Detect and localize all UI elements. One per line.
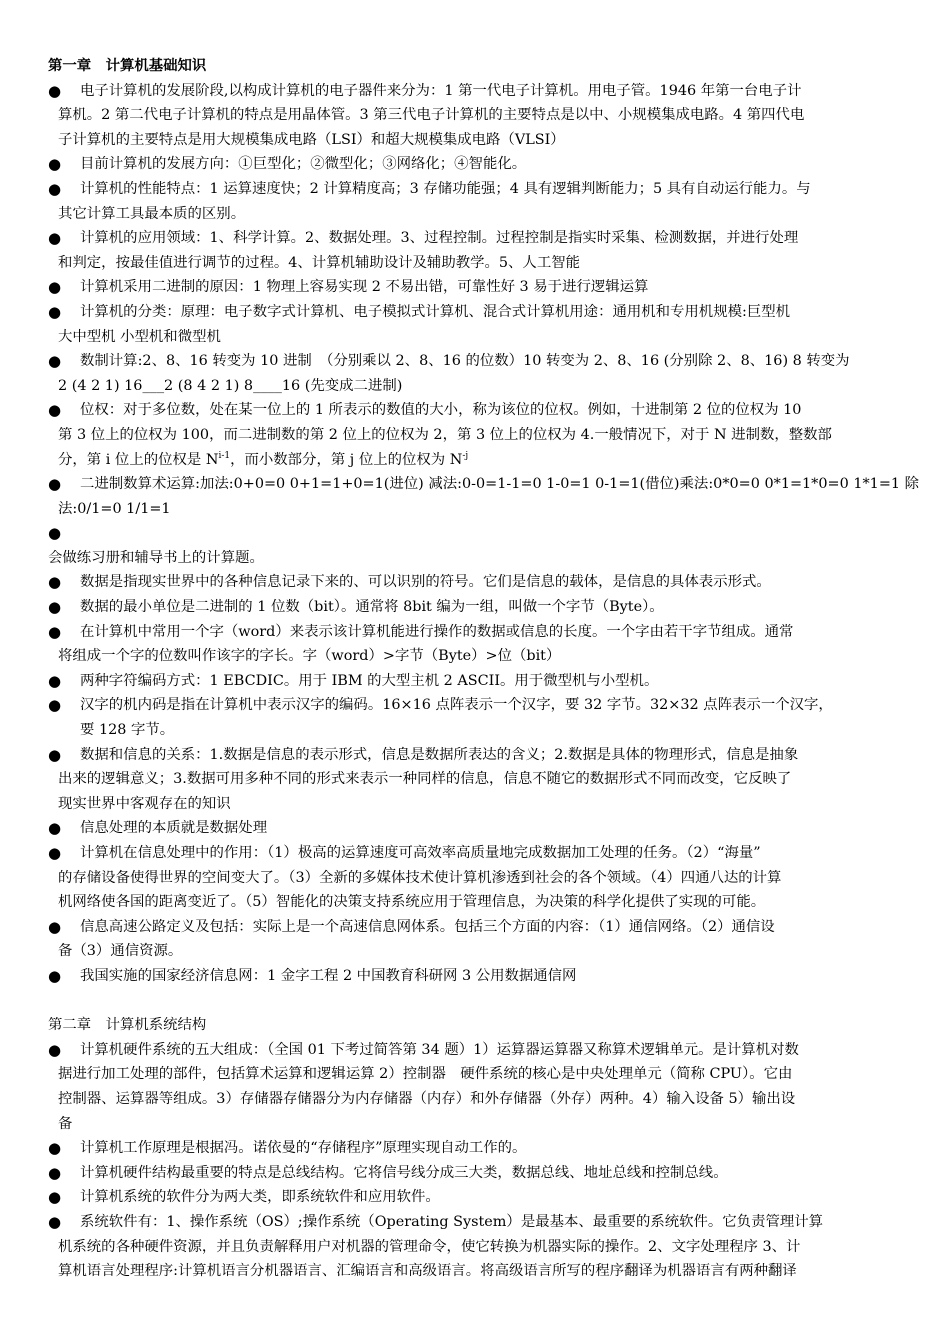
chapter-2-list [48, 1038, 918, 1284]
item-line: 其它计算工具最本质的区别。 [58, 205, 246, 222]
item-line-empty [58, 521, 918, 546]
bullet-icon: ● [48, 1040, 62, 1059]
item-line: 目前计算机的发展方向：①巨型化；②微型化；③网络化；④智能化。 [80, 156, 527, 173]
item-line: 算机语言处理程序:计算机语言分机器语言、汇编语言和高级语言。将高级语言所写的程序翻译为机器语言有两种翻译 [58, 1263, 797, 1280]
item-line: 我国实施的国家经济信息网：1 金字工程 2 中国教育科研网 3 公用数据通信网 [80, 967, 577, 984]
item-line: 大中型机 小型机和微型机 [58, 328, 221, 345]
item-line: 和判定，按最佳值进行调节的过程。4、计算机辅助设计及辅助教学。5、人工智能 [58, 254, 580, 271]
item-line: 备（3）通信资源。 [58, 943, 183, 960]
list-item [48, 79, 918, 153]
list-item [48, 349, 918, 398]
item-line: 现实世界中客观存在的知识 [58, 795, 231, 812]
item-line: 计算机工作原理是根据冯。诺依曼的“存储程序”原理实现自动工作的。 [80, 1140, 527, 1157]
item-line: 要 128 字节。 [80, 722, 175, 739]
item-line: 计算机的应用领域：1、科学计算。2、数据处理。3、过程控制。过程控制是指实时采集、检测数据，并进行处理 [80, 230, 799, 247]
bullet-icon: ● [48, 278, 62, 297]
bullet-icon: ● [48, 917, 62, 936]
list-item [48, 300, 918, 349]
item-line: 数据的最小单位是二进制的 1 位数（bit）。通常将 8bit 编为一组，叫做一个字节（Byte）。 [80, 599, 664, 616]
bullet-icon: ● [48, 475, 62, 494]
list-item [48, 915, 918, 964]
item-line: 计算机硬件系统的五大组成：（全国 01 下考过简答第 34 题）1）运算器运算器又称算术逻辑单元。是计算机对数 [80, 1041, 799, 1058]
item-line: 机网络使各国的距离变近了。（5）智能化的决策支持系统应用于管理信息，为决策的科学化提供了实现的可能。 [58, 894, 766, 911]
item-line: 计算机的性能特点：1 运算速度快；2 计算精度高；3 存储功能强；4 具有逻辑判断能力；5 具有自动运行能力。与 [80, 180, 811, 197]
item-line: 电子计算机的发展阶段,以构成计算机的电子器件来分为：1 第一代电子计算机。用电子管。1946 年第一台电子计 [80, 82, 802, 99]
bullet-icon: ● [48, 745, 62, 764]
bullet-icon: ● [48, 1188, 62, 1207]
item-line: 汉字的机内码是指在计算机中表示汉字的编码。16×16 点阵表示一个汉字，要 32 字节。32×32 点阵表示一个汉字， [80, 697, 833, 714]
list-item [48, 152, 918, 177]
bullet-icon: ● [48, 1163, 62, 1182]
list-item [48, 964, 918, 989]
item-line: 算机。2 第二代电子计算机的特点是用晶体管。3 第三代电子计算机的主要特点是以中、小规模集成电路。4 第四代电 [58, 107, 805, 124]
list-item [48, 693, 918, 742]
list-item [48, 275, 918, 300]
bullet-icon: ● [48, 1139, 62, 1158]
bullet-icon: ● [48, 302, 62, 321]
bullet-icon: ● [48, 671, 62, 690]
item-line: 计算机系统的软件分为两大类，即系统软件和应用软件。 [80, 1189, 440, 1206]
bullet-icon: ● [48, 179, 62, 198]
list-item [48, 816, 918, 841]
item-line: 计算机采用二进制的原因：1 物理上容易实现 2 不易出错，可靠性好 3 易于进行逻辑运算 [80, 279, 649, 296]
list-item [48, 472, 918, 521]
item-line: 的存储设备使得世界的空间变大了。（3）全新的多媒体技术使计算机渗透到社会的各个领域。（4）四通八达的计算 [58, 869, 782, 886]
bullet-icon: ● [48, 81, 62, 100]
bullet-icon: ● [48, 966, 62, 985]
document-body [48, 54, 918, 1284]
text-part: 分，第 i 位上的位权是 N [58, 451, 219, 468]
superscript: -j [462, 450, 469, 461]
bullet-icon: ● [48, 844, 62, 862]
list-item [48, 841, 918, 915]
item-line: 数制计算:2、8、16 转变为 10 进制 （分别乘以 2、8、16 的位数）10 转变为 2、8、16 (分别除 2、8、16) 8 转变为 [80, 353, 850, 370]
item-line: 系统软件有：1、操作系统（OS）;操作系统（Operating System）是最基本、最重要的系统软件。它负责管理计算 [80, 1213, 824, 1230]
list-item [48, 1136, 918, 1161]
item-line: 出来的逻辑意义；3.数据可用多种不同的形式来表示一种同样的信息，信息不随它的数据形式不同而改变，它反映了 [58, 771, 792, 788]
item-line: 数据和信息的关系：1.数据是信息的表示形式，信息是数据所表达的含义；2.数据是具体的物理形式，信息是抽象 [80, 746, 799, 763]
list-item-empty [48, 521, 918, 546]
item-line: 计算机在信息处理中的作用：（1）极高的运算速度可高效率高质量地完成数据加工处理的任务。（2）“海量” [80, 845, 761, 861]
item-line: 在计算机中常用一个字（word）来表示该计算机能进行操作的数据或信息的长度。一个字由若干字节组成。通常 [80, 623, 794, 640]
list-item [48, 620, 918, 669]
item-line: 备 [58, 1115, 73, 1132]
bullet-icon: ● [48, 622, 62, 641]
list-item [48, 595, 918, 620]
item-line: 将组成一个字的位数叫作该字的字长。字（word）>字节（Byte）>位（bit） [58, 648, 561, 665]
text-part: ，而小数部分，第 j 位上的位权为 N [230, 451, 463, 468]
item-line: 两种字符编码方式：1 EBCDIC。用于 IBM 的大型主机 2 ASCII。用于微型机与小型机。 [80, 672, 659, 689]
chapter-1-title: 第一章 计算机基础知识 [48, 57, 207, 74]
item-line: 计算机硬件结构最重要的特点是总线结构。它将信号线分成三大类，数据总线、地址总线和控制总线。 [80, 1164, 728, 1181]
item-line: 机系统的各种硬件资源，并且负责解释用户对机器的管理命令，使它转换为机器实际的操作。2、文字处理程序 3、计 [58, 1238, 801, 1255]
bullet-icon: ● [48, 155, 62, 174]
bullet-icon: ● [48, 524, 62, 543]
item-line: 二进制数算术运算:加法:0+0=0 0+1=1+0=1(进位) 减法:0-0=1-1=0 1-0=1 0-1=1(借位)乘法:0*0=0 0*1=1*0=0 1*1=1 除 [80, 476, 920, 493]
list-item [48, 1210, 918, 1284]
bullet-icon: ● [48, 1212, 62, 1231]
chapter-1-list-c [48, 570, 918, 988]
item-line: 信息高速公路定义及包括：实际上是一个高速信息网体系。包括三个方面的内容：（1）通信网络。（2）通信设 [80, 918, 775, 935]
item-line: 数据是指现实世界中的各种信息记录下来的、可以识别的符号。它们是信息的载体，是信息的具体表示形式。 [80, 574, 771, 591]
bullet-icon: ● [48, 598, 62, 617]
item-line: 据进行加工处理的部件，包括算术运算和逻辑运算 2）控制器 硬件系统的核心是中央处理单元（简称 CPU）。它由 [58, 1066, 793, 1083]
list-item [48, 1038, 918, 1136]
list-item [48, 1185, 918, 1210]
chapter-1-list-a [48, 79, 918, 399]
bullet-icon: ● [48, 573, 62, 592]
list-item [48, 177, 918, 226]
list-item [48, 669, 918, 694]
item-line: 位权：对于多位数，处在某一位上的 1 所表示的数值的大小，称为该位的位权。例如，十进制第 2 位的位权为 10 [80, 402, 802, 419]
chapter-2-title: 第二章 计算机系统结构 [48, 1017, 207, 1034]
list-item [48, 570, 918, 595]
list-item-bit-weight [48, 398, 918, 472]
item-line: 信息处理的本质就是数据处理 [80, 820, 268, 837]
bullet-icon: ● [48, 819, 62, 838]
item-line-with-superscripts [58, 448, 918, 473]
item-line: 控制器、运算器等组成。3）存储器存储器分为内存储器（内存）和外存储器（外存）两种。4）输入设备 5）输出设 [58, 1090, 796, 1107]
bullet-icon: ● [48, 352, 62, 371]
practice-note: 会做练习册和辅导书上的计算题。 [48, 549, 264, 566]
item-line: 第 3 位上的位权为 100，而二进制数的第 2 位上的位权为 2，第 3 位上的位权为 4.一般情况下，对于 N 进制数，整数部 [58, 426, 832, 443]
bullet-icon: ● [48, 696, 62, 715]
chapter-1-list-b [48, 472, 918, 521]
item-line: 2 (4 2 1) 16___2 (8 4 2 1) 8____16 (先变成二进制) [58, 377, 403, 394]
bullet-icon: ● [48, 401, 62, 420]
item-line: 法:0/1=0 1/1=1 [58, 500, 171, 517]
section-spacer [48, 989, 918, 1014]
list-item [48, 1161, 918, 1186]
item-line: 子计算机的主要特点是用大规模集成电路（LSI）和超大规模集成电路（VLSI） [58, 131, 565, 148]
list-item [48, 743, 918, 817]
bullet-icon: ● [48, 229, 62, 248]
superscript: i-1 [218, 450, 231, 461]
list-item [48, 226, 918, 275]
item-line: 计算机的分类：原理：电子数字式计算机、电子模拟式计算机、混合式计算机用途：通用机和专用机规模:巨型机 [80, 303, 790, 320]
